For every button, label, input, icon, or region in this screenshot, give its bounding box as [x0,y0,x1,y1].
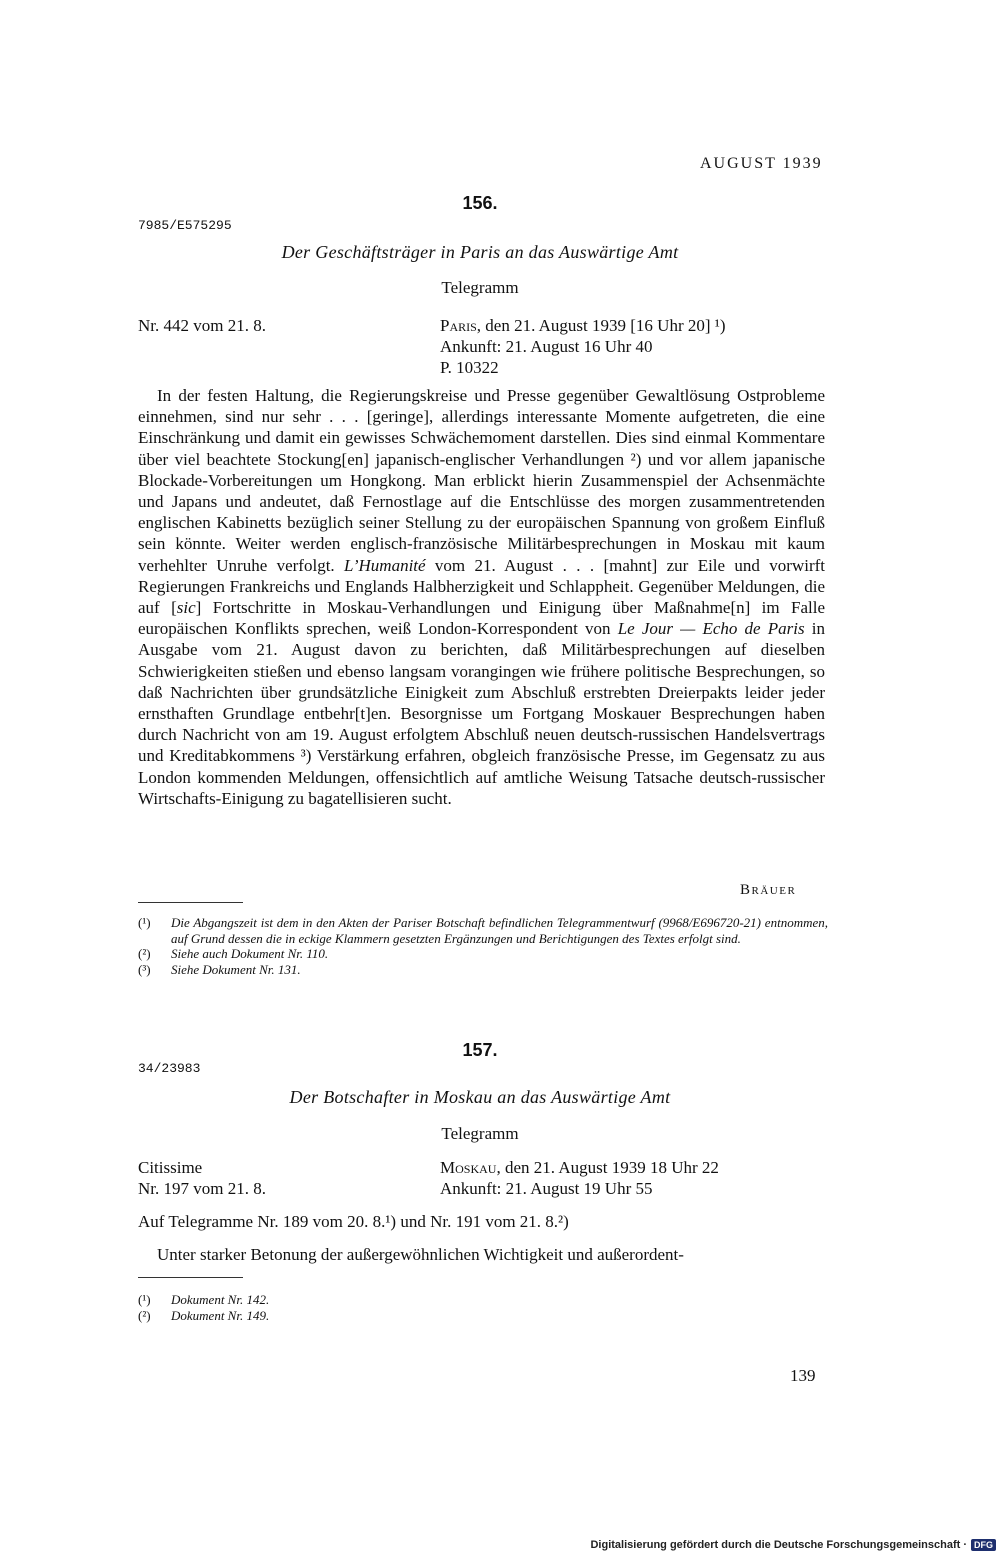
reference-line: Auf Telegramme Nr. 189 vom 20. 8.¹) und Nr. 191 vom 21. 8.²) [138,1212,569,1231]
footnote: (¹) Dokument Nr. 142. [138,1292,270,1307]
document-type: Telegramm [441,278,519,297]
document-body: Unter starker Betonung der außergewöhnlichen Wichtigkeit und außerordent- [157,1245,684,1264]
dfg-logo: DFG [971,1539,996,1551]
place: Moskau [440,1158,497,1177]
footnote-rule [138,902,243,903]
document-heading: Der Botschafter in Moskau an das Auswärtige Amt [289,1087,671,1107]
telegram-dateline: Paris, den 21. August 1939 [16 Uhr 20] ¹) Ankunft: 21. August 16 Uhr 40 P. 10322 [440,316,726,377]
footnote: (¹) Die Abgangszeit ist dem in den Akten der Pariser Botschaft befindlichen Telegrammentwurf (9968/E696720-21) entnommen, auf Grund dessen die in eckige Klammern gesetzten Ergänzungen und Berichtigungen des Textes erfolgt sind. [138,915,828,946]
footnotes [138,915,828,977]
document-number: 156. [462,193,498,213]
telegram-number: Nr. 442 vom 21. 8. [138,316,266,335]
footnote: (²) Siehe auch Dokument Nr. 110. [138,946,329,961]
place: Paris [440,316,477,335]
digitization-footer [590,1536,1000,1554]
footnotes [138,1292,828,1323]
footer-text: Digitalisierung gefördert durch die Deutsche Forschungsgemeinschaft · [590,1539,967,1551]
document-number: 157. [462,1040,498,1060]
page-number: 139 [790,1366,816,1385]
signature: Bräuer [740,882,797,898]
telegram-dateline: Moskau, den 21. August 1939 18 Uhr 22 Ankunft: 21. August 19 Uhr 55 [440,1158,719,1198]
telegram-number: Citissime Nr. 197 vom 21. 8. [138,1158,266,1198]
footnote-rule [138,1277,243,1278]
running-head: AUGUST 1939 [700,155,823,172]
footnote: (²) Dokument Nr. 149. [138,1307,270,1323]
document-heading: Der Geschäftsträger in Paris an das Auswärtige Amt [281,242,679,262]
archive-reference: 34/23983 [138,1061,201,1076]
document-body: In der festen Haltung, die Regierungskreise und Presse gegenüber Gewaltlösung Ostprobleme einnehmen, sind nur sehr . . . [geringe], allerdings interessante Momente aufgetreten, die eine Einschränkung und damit ein gewisses Schwächemoment darstellen. Dies sind einmal Kommentare über viel beachtete Stockung[en] japanisch-englischer Verhandlungen ²) und vor allem japanische Blockade-Vorbereitungen um Hongkong. Man erblickt hierin Zusammenspiel der Achsenmächte und Japans und andeutet, daß Fernostlage auf die Entschlüsse des morgen zusammentretenden englischen Kabinetts bezüglich seiner Stellung zu der europäischen Spannung von großem Einfluß sein könnte. Weiter werden englisch-französische Militärbesprechungen in Moskau mit kaum verhehlter Unruhe verfolgt. L’Humanité vom 21. August . . . [mahnt] zur Eile und vorwirft Regierungen Frankreichs und Englands Halbherzigkeit und Schlappheit. Gegenüber Meldungen, die auf [sic] Fortschritte in Moskau-Verhandlungen und Einigung über Maßnahme[n] im Falle europäischen Konflikts sprechen, weiß London-Korrespondent von Le Jour — Echo de Paris in Ausgabe vom 21. August davon zu berichten, daß Militärbesprechungen auf dieselben Schwierigkeiten stießen und ebenso langsam vorangingen wie frühere politische Besprechungen, so daß Nachrichten über grundsätzliche Einigkeit zum Abschluß erstrebten Dreierpakts leider jeder ernsthaften Grundlage entbehr[t]en. Besorgnisse um Fortgang Moskauer Besprechungen haben durch Nachricht von am 19. August erfolgtem Abschluß neuen deutsch-russischen Handelsvertrags und Kreditabkommens ³) Verstärkung erfahren, obgleich französische Presse, im Gegensatz zu aus London kommenden Meldungen, offensichtlich auf amtliche Weisung Tatsache deutsch-russischer Wirtschafts-Einigung zu bagatellisieren sucht. [138,386,825,808]
footnote: (³) Siehe Dokument Nr. 131. [138,961,301,977]
document-type: Telegramm [441,1124,519,1143]
archive-reference: 7985/E575295 [138,218,232,233]
